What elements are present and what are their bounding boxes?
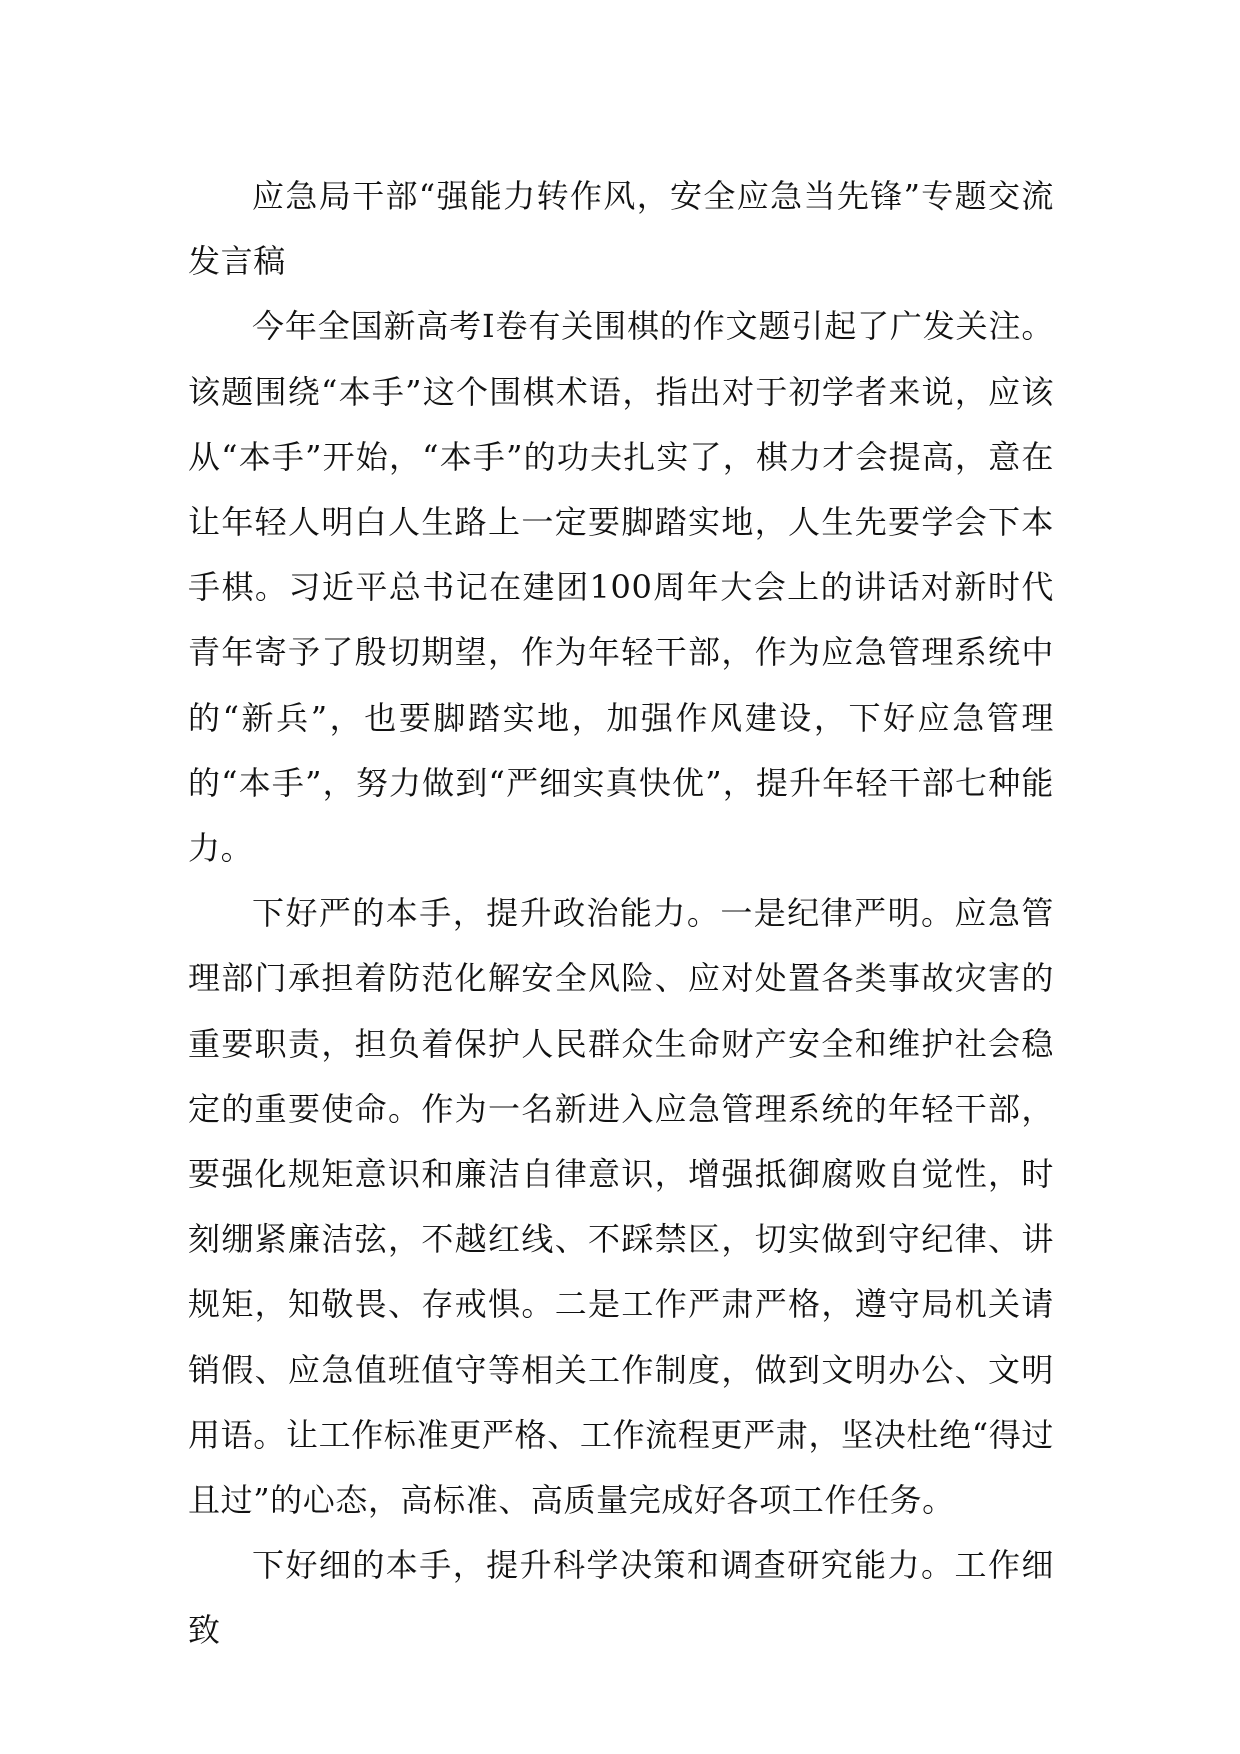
paragraph-detail: 下好细的本手，提升科学决策和调查研究能力。工作细致: [188, 1546, 1054, 1650]
paragraph-intro: 今年全国新高考I卷有关围棋的作文题引起了广发关注。该题围绕“本手”这个围棋术语，指出对于初学者来说，应该从“本手”开始，“本手”的功夫扎实了，棋力才会提高，意在让年轻人明白人生路上一定要脚踏实地，人生先要学会下本手棋。习近平总书记在建团100周年大会上的讲话对新时代青年寄予了殷切期望，作为年轻干部，作为应急管理系统中的“新兵”，也要脚踏实地，加强作风建设，下好应急管理的“本手”，努力做到“严细实真快优”，提升年轻干部七种能力。: [188, 307, 1054, 868]
paragraph-strict: 下好严的本手，提升政治能力。一是纪律严明。应急管理部门承担着防范化解安全风险、应对处置各类事故灾害的重要职责，担负着保护人民群众生命财产安全和维护社会稳定的重要使命。作为一名新进入应急管理系统的年轻干部，要强化规矩意识和廉洁自律意识，增强抵御腐败自觉性，时刻绷紧廉洁弦，不越红线、不踩禁区，切实做到守纪律、讲规矩，知敬畏、存戒惧。二是工作严肃严格，遵守局机关请销假、应急值班值守等相关工作制度，做到文明办公、文明用语。让工作标准更严格、工作流程更严肃，坚决杜绝“得过且过”的心态，高标准、高质量完成好各项工作任务。: [188, 894, 1054, 1520]
document-page: [188, 164, 1054, 1664]
document-title: 应急局干部“强能力转作风，安全应急当先锋”专题交流发言稿: [188, 177, 1054, 281]
